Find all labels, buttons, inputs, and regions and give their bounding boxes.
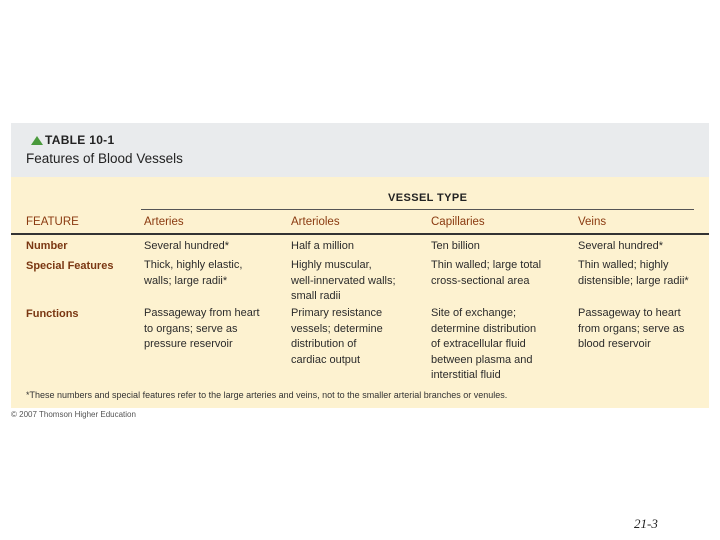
cell-line: well-innervated walls; (291, 274, 396, 287)
header-rule (11, 233, 709, 235)
cell-functions-arteries (144, 306, 260, 353)
cell-line: cardiac output (291, 353, 361, 366)
cell-line: vessels; determine (291, 322, 383, 335)
cell-line: between plasma and (431, 353, 533, 366)
cell-line: pressure reservoir (144, 338, 233, 350)
cell-line: small radii (291, 290, 341, 302)
column-header-arterioles: Arterioles (291, 216, 340, 228)
cell-line: distribution of (291, 338, 357, 350)
cell-functions-capillaries (431, 306, 536, 384)
column-header-arteries: Arteries (144, 216, 184, 228)
cell-features-arteries (144, 258, 242, 289)
triangle-icon (31, 136, 43, 145)
copyright-notice: © 2007 Thomson Higher Education (11, 410, 136, 419)
cell-features-veins (578, 258, 689, 289)
cell-functions-arterioles (291, 306, 383, 368)
cell-line: cross-sectional area (431, 274, 530, 287)
row-label-special-features: Special Features (26, 260, 114, 272)
row-label-number: Number (26, 240, 68, 252)
column-header-veins: Veins (578, 216, 607, 228)
cell-line: interstitial fluid (431, 369, 501, 381)
page-number: 21-3 (634, 516, 658, 531)
cell-line: to organs; serve as (144, 322, 238, 335)
cell-line: Several hundred* (578, 240, 664, 252)
cell-number-arterioles (291, 239, 354, 255)
cell-features-capillaries (431, 258, 541, 289)
cell-line: Several hundred* (144, 240, 230, 252)
cell-line: Site of exchange; (431, 307, 517, 319)
cell-number-veins (578, 239, 663, 255)
column-header-capillaries: Capillaries (431, 216, 485, 228)
table-label: TABLE 10-1 (45, 133, 115, 147)
cell-line: Thin walled; highly (578, 259, 669, 271)
cell-functions-veins (578, 306, 684, 353)
vessel-type-header: VESSEL TYPE (388, 192, 468, 204)
cell-line: Passageway to heart (578, 307, 681, 319)
cell-line: Highly muscular, (291, 259, 372, 271)
cell-number-arteries (144, 239, 229, 255)
table-footnote: *These numbers and special features refer to the large arteries and veins, not to the smaller arterial branches or venules. (26, 390, 508, 400)
row-label-functions: Functions (26, 308, 79, 320)
cell-line: Ten billion (431, 240, 480, 252)
cell-line: Thick, highly elastic, (144, 259, 243, 271)
cell-number-capillaries (431, 239, 480, 255)
cell-line: Half a million (291, 240, 354, 252)
table-figure (11, 123, 709, 408)
cell-line: of extracellular fluid (431, 338, 526, 350)
cell-line: Passageway from heart (144, 307, 260, 319)
table-header (11, 123, 709, 177)
cell-line: from organs; serve as (578, 322, 685, 335)
cell-line: distensible; large radii* (578, 274, 689, 287)
cell-line: determine distribution (431, 322, 537, 335)
cell-line: blood reservoir (578, 338, 651, 350)
group-header-rule (141, 209, 694, 210)
table-title: Features of Blood Vessels (26, 151, 183, 166)
cell-features-arterioles (291, 258, 396, 305)
feature-header: FEATURE (26, 216, 79, 228)
cell-line: Primary resistance (291, 307, 383, 319)
cell-line: Thin walled; large total (431, 259, 542, 271)
cell-line: walls; large radii* (144, 274, 228, 287)
